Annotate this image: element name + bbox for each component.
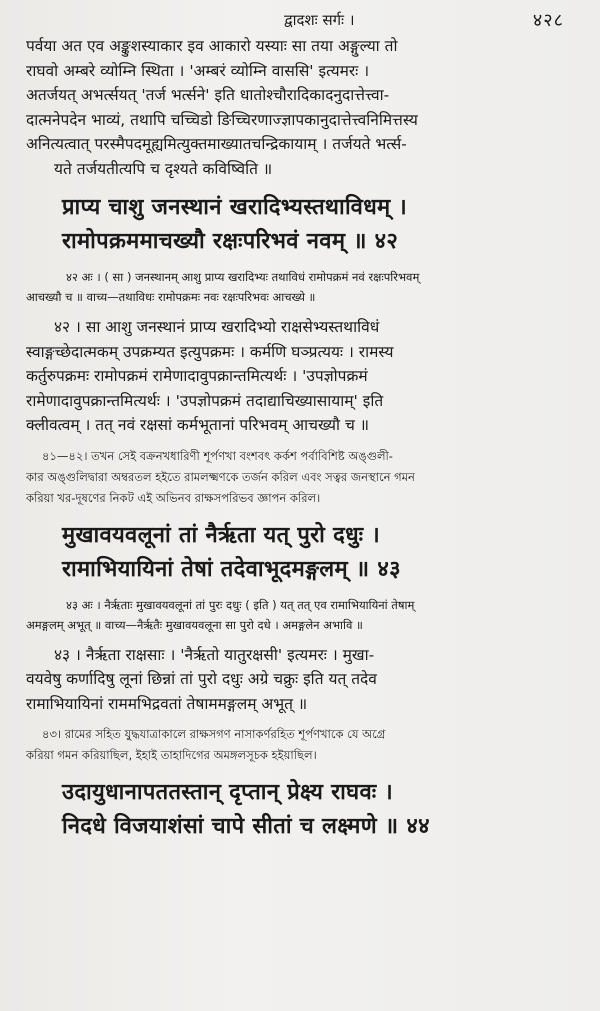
commentary-line: पर्वया अत एव अङ्कुशस्याकार इव आकारो यस्याः सा तया अङ्गुल्या तो (26, 37, 398, 55)
commentary-line: रामाभियायिनां राममभिद्रवतां तेषाममङ्गलम् अभूत् ॥ (26, 694, 308, 713)
commentary-line: रामेणादावुपक्रान्तमित्यर्थः । 'उपज्ञोपक्रमं तदाद्याचिख्यासायाम्' इति (26, 391, 384, 410)
bengali-translation (26, 446, 584, 509)
commentary-line: राघवो अम्बरे व्योम्नि स्थिता । 'अम्बरं व्योम्नि वाससि' इत्यमरः । (26, 61, 370, 80)
commentary-block (26, 315, 584, 438)
bengali-line: ৪১—৪২। তখন সেই বক্রনখধারিণী শূর্পণখা বংশবৎ কর্কশ পর্বাবিশিষ্ট অঙ্গুলী- (42, 448, 393, 463)
commentary-line: कर्तुरुपक्रमः रामोपक्रमं रामेणादावुपक्रान्तमित्यर्थः । 'उपज्ञोपक्रमं (26, 367, 368, 385)
commentary-line: स्वाङ्गच्छेदात्मकम् उपक्रम्यत इत्युपक्रमः । कर्मणि घञ्प्रत्ययः । रामस्य (26, 342, 394, 361)
anvaya-line: ४२ अः । ( सा ) जनस्थानम् आशु प्राप्य खरादिभ्यः तथाविधं रामोपक्रमं नवं रक्षःपरिभवम् (66, 270, 420, 284)
bengali-line: করিয়া গমন করিয়াছিল, ইহাই তাহাদিগের অমঙ্গলসূচক হইয়াছিল। (26, 748, 317, 762)
commentary-line: क्लीवत्वम् । तत् नवं रक्षसां कर्मभूतानां परिभवम् आचख्यौ च ॥ (26, 416, 369, 434)
bengali-line: ৪৩। রামের সহিত যুদ্ধযাত্রাকালে রাক্ষসগণ নাসাকর্ণরহিত শূর্পণখাকে যে অগ্রে (42, 727, 386, 741)
bengali-translation (26, 724, 584, 766)
commentary-block (26, 643, 584, 717)
commentary-line: ४२ । सा आशु जनस्थानं प्राप्य खरादिभ्यो राक्षसेभ्यस्तथाविधं (54, 318, 380, 336)
commentary-block (26, 34, 584, 181)
chapter-title: द्वादशः सर्गः । (284, 11, 355, 29)
anvaya-line: अमङ्गलम् अभूत् ॥ वाच्य—नैर्ऋतैः मुखावयवलूना सा पुरो दधे । अमङ्गलेन अभावि ॥ (26, 617, 363, 632)
bengali-line: কার অঙ্গুলিদ্বারা অম্বরতল হইতে রামলক্ষ্মণকে তর্জন করিল এবং সত্বর জনস্থানে গমন (26, 469, 415, 484)
commentary-line: ४३ । नैर्ऋता राक्षसाः । 'नैर्ऋतो यातुरक्षसी' इत्यमरः । मुखा- (54, 645, 375, 664)
verse-line: मुखावयवलूनां तां नैर्ऋता यत् पुरो दधुः । (62, 522, 380, 548)
commentary-line: वयवेषु कर्णादिषु लूनां छिन्नां तां पुरो दधुः अग्रे चक्रुः इति यत् तदेव (26, 670, 377, 688)
commentary-line: दात्मनेपदेन भाव्यं, तथापि चच्चिडो ङिच्चिरणाज्ज्ञापकानुदात्तेत्त्वनिमित्तस्य (26, 110, 418, 129)
anvaya-line: ४३ अः । नैर्ऋताः मुखावयवलूनां तां पुरः दधुः ( इति ) यत् तत् एव रामाभियायिनां तेषाम् (66, 597, 415, 612)
anvaya-block (26, 595, 584, 635)
verse-line: निदधे विजयाशंसां चापे सीतां च लक्ष्मणे ॥ ४४ (62, 814, 430, 839)
verse-line: रामाभियायिनां तेषां तदेवाभूदमङ्गलम् ॥ ४३ (62, 556, 401, 582)
verse-line: प्राप्य चाशु जनस्थानं खरादिभ्यस्तथाविधम् । (62, 195, 408, 220)
page-number: ४२८ (532, 10, 564, 31)
page-header (26, 4, 584, 34)
verse-block (62, 519, 584, 587)
verse-block (62, 191, 584, 259)
bengali-line: করিয়া খর-দূষণের নিকট এই অভিনব রাক্ষসপরিভব জ্ঞাপন করিল। (26, 490, 321, 505)
commentary-line: अनित्यत्वात् परस्मैपदमूह्यमित्युक्तमाख्यातचन्द्रिकायाम् । तर्जयते भर्त्स- (26, 135, 407, 153)
commentary-line: यते तर्जयतीत्यपि च दृश्यते कविष्विति ॥ (54, 159, 273, 178)
verse-line: उदायुधानापततस्तान् दृप्तान् प्रेक्ष्य राघवः । (62, 780, 394, 805)
verse-block (62, 776, 584, 844)
anvaya-block (26, 267, 584, 307)
verse-line: रामोपक्रममाचख्यौ रक्षःपरिभवं नवम् ॥ ४२ (62, 229, 399, 254)
anvaya-line: आचख्यौ च ॥ वाच्य—तथाविधः रामोपक्रमः नवः रक्षःपरिभवः आचख्ये ॥ (26, 290, 316, 304)
commentary-line: अतर्जयत् अभर्त्सयत् 'तर्ज भर्त्सने' इति धातोश्चौरादिकादनुदात्तेत्त्वा- (26, 86, 390, 104)
